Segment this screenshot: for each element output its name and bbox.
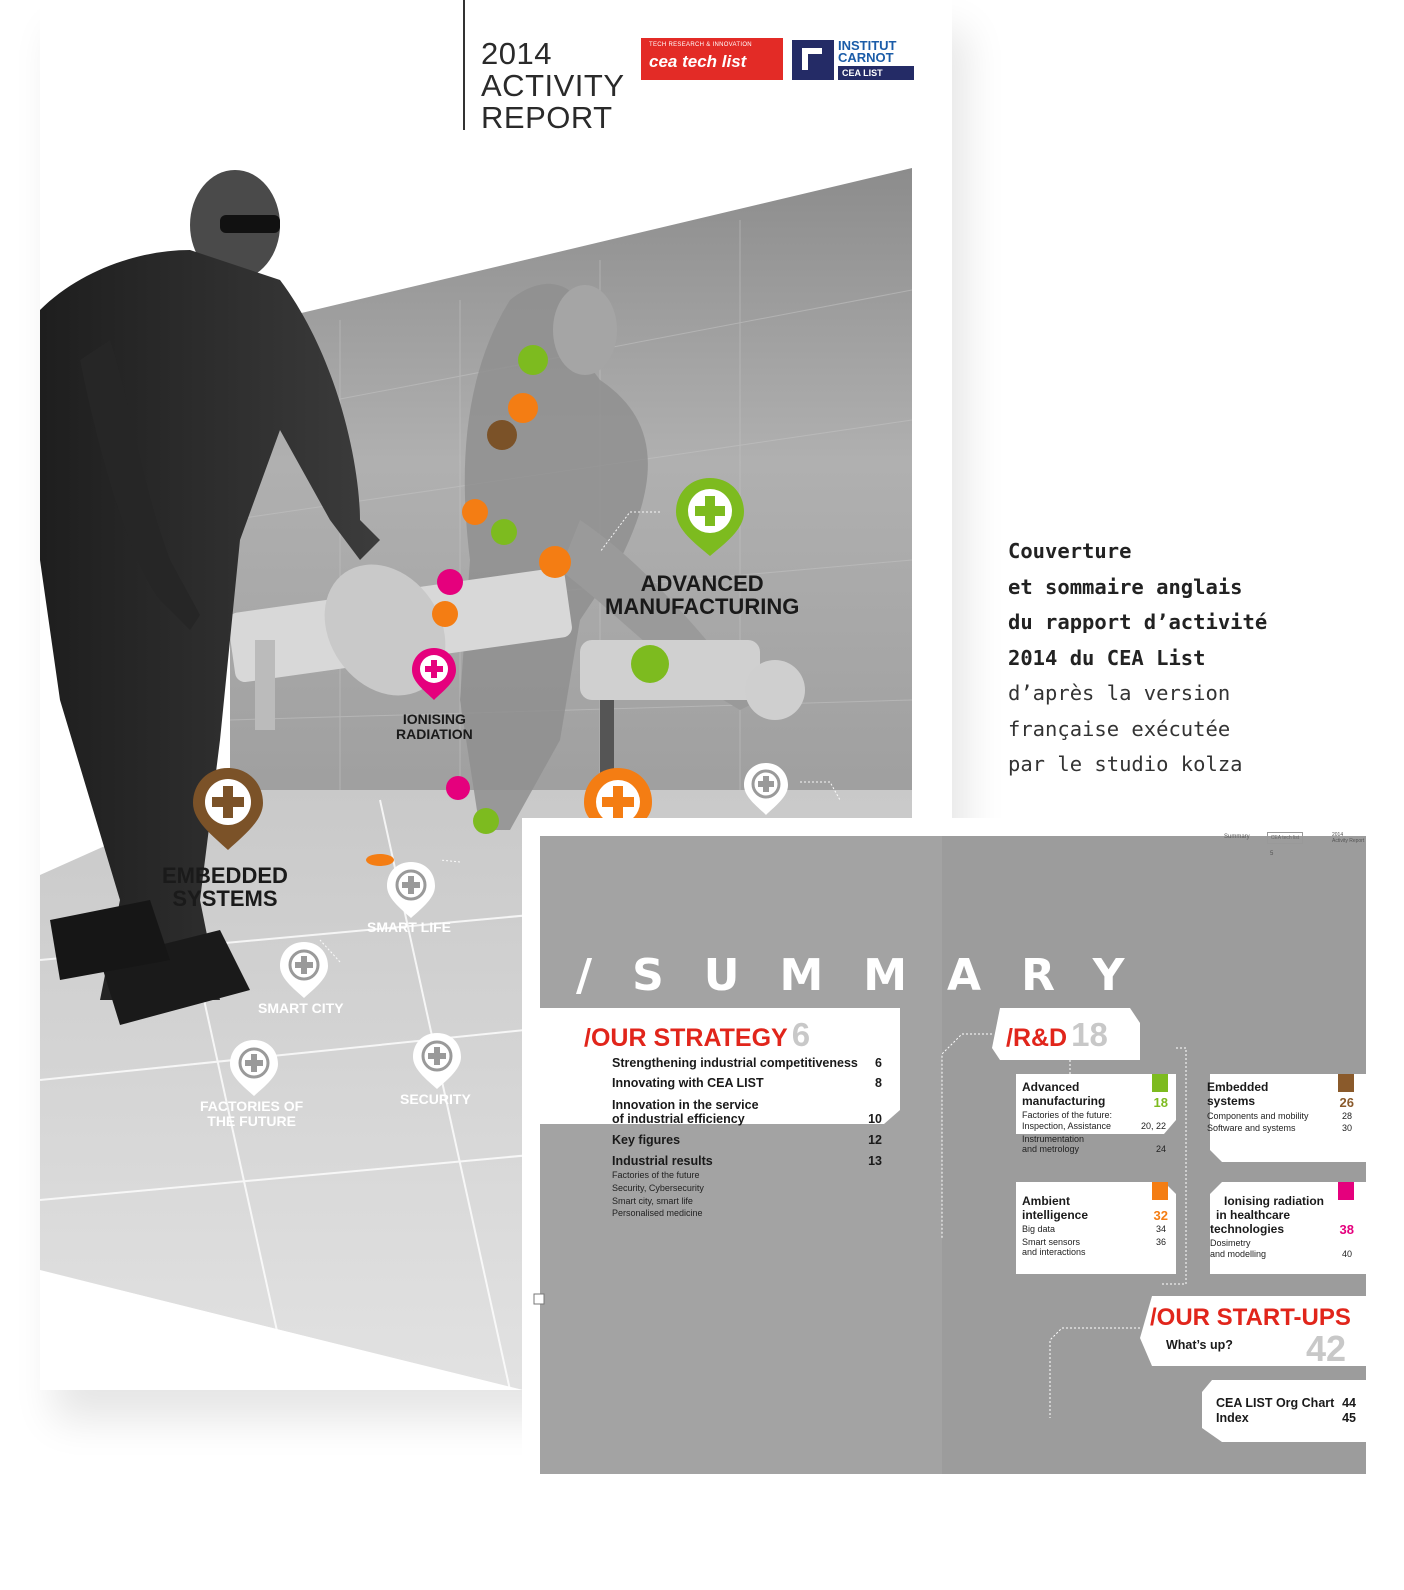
box-sub-item: Big data bbox=[1022, 1224, 1056, 1234]
box-sub-item: Dosimetry bbox=[1210, 1238, 1251, 1248]
box-sub-item: Smart sensors bbox=[1022, 1237, 1081, 1247]
label-embedded: EMBEDDED bbox=[162, 863, 288, 888]
summary-header-logo: CEA tech list bbox=[1267, 832, 1303, 844]
summary-header-year: 2014 bbox=[1332, 832, 1344, 838]
caption-line-2: et sommaire anglais bbox=[1008, 574, 1243, 599]
box-sub-page: 36 bbox=[1155, 1237, 1166, 1247]
strategy-item[interactable]: Innovation in the service bbox=[612, 1098, 759, 1112]
rd-box-embedded-systems-title[interactable] bbox=[1207, 1080, 1268, 1108]
box-sub-item: Inspection, Assistance bbox=[1022, 1121, 1112, 1131]
caption-line-1: Couverture bbox=[1008, 539, 1132, 563]
advanced-manufacturing-color-chip bbox=[1152, 1074, 1168, 1092]
strategy-item-page: 13 bbox=[868, 1154, 882, 1168]
box-sub-page: 24 bbox=[1155, 1144, 1166, 1154]
box-title-line: systems bbox=[1207, 1094, 1256, 1108]
summary-header-report bbox=[1332, 832, 1364, 844]
strategy-item-page: 12 bbox=[868, 1133, 882, 1147]
rd-title: /R&D bbox=[1006, 1024, 1068, 1052]
label-factories-of: FACTORIES OF bbox=[200, 1098, 304, 1114]
strategy-item-page: 8 bbox=[875, 1076, 882, 1090]
box-sub-page: 30 bbox=[1341, 1123, 1352, 1133]
strategy-item[interactable]: of industrial efficiency bbox=[612, 1112, 745, 1126]
box-sub-page: 20, 22 bbox=[1140, 1121, 1166, 1131]
box-sub-item: and interactions bbox=[1022, 1247, 1086, 1257]
rd-box-ambient-intelligence-page: 32 bbox=[1153, 1208, 1168, 1223]
cover-title-year: 2014 bbox=[481, 36, 552, 71]
rd-page-number: 18 bbox=[1071, 1016, 1108, 1053]
label-smart-city: SMART CITY bbox=[258, 1000, 344, 1016]
label-embedded-systems bbox=[162, 864, 288, 910]
strategy-item-page: 6 bbox=[875, 1056, 882, 1070]
box-title-line: Ambient bbox=[1022, 1194, 1070, 1208]
label-security: SECURITY bbox=[400, 1091, 471, 1107]
label-ionising: IONISING bbox=[402, 711, 466, 727]
strategy-item[interactable]: Strengthening industrial competitiveness bbox=[612, 1056, 858, 1070]
label-systems: SYSTEMS bbox=[172, 886, 278, 912]
rd-box-ambient-intelligence-title[interactable] bbox=[1022, 1194, 1088, 1222]
index-item[interactable]: Index bbox=[1216, 1411, 1249, 1425]
label-the-future: THE FUTURE bbox=[207, 1112, 296, 1129]
label-manufacturing: MANUFACTURING bbox=[605, 594, 800, 620]
box-sub-item: Factories of the future: bbox=[1022, 1110, 1113, 1120]
caption-line-6: française exécutée bbox=[1008, 716, 1231, 741]
strategy-title: /OUR STRATEGY bbox=[584, 1024, 788, 1052]
cover-title-activity: ACTIVITY bbox=[481, 68, 625, 103]
embedded-systems-color-chip bbox=[1338, 1074, 1354, 1092]
org-chart-item[interactable]: CEA LIST Org Chart bbox=[1216, 1396, 1335, 1410]
rd-box-ionising-radiation-page: 38 bbox=[1339, 1222, 1354, 1237]
rd-heading bbox=[1006, 1016, 1108, 1054]
rd-box-advanced-manufacturing-page: 18 bbox=[1153, 1095, 1168, 1110]
strategy-item-page: 10 bbox=[868, 1112, 882, 1126]
cover-title-report: REPORT bbox=[481, 100, 613, 135]
label-factories-of-the-future bbox=[200, 1099, 303, 1128]
rd-box-advanced-manufacturing-title[interactable] bbox=[1022, 1080, 1105, 1108]
box-sub-item: and metrology bbox=[1022, 1144, 1080, 1154]
box-title-line: technologies bbox=[1210, 1222, 1285, 1236]
description-caption bbox=[1008, 534, 1267, 783]
strategy-sub-item: Personalised medicine bbox=[612, 1208, 703, 1218]
strategy-item[interactable]: Key figures bbox=[612, 1133, 681, 1147]
startups-title[interactable]: /OUR START-UPS bbox=[1150, 1304, 1351, 1331]
box-title-line: in healthcare bbox=[1216, 1208, 1291, 1222]
carnot-line-institut: INSTITUT bbox=[838, 38, 897, 53]
startups-subtitle: What’s up? bbox=[1166, 1338, 1233, 1352]
summary-header-report-label: Activity Report bbox=[1332, 838, 1365, 844]
box-title-line: Ionising radiation bbox=[1224, 1194, 1325, 1208]
caption-line-7: par le studio kolza bbox=[1008, 752, 1243, 776]
ceatech-tagline: TECH RESEARCH & INNOVATION bbox=[649, 42, 752, 48]
label-advanced: ADVANCED bbox=[640, 571, 764, 596]
strategy-heading bbox=[584, 1016, 810, 1054]
label-advanced-manufacturing bbox=[605, 572, 799, 618]
ceatech-wordmark: cea tech list bbox=[649, 52, 747, 71]
caption-line-4: 2014 du CEA List bbox=[1008, 645, 1206, 670]
label-smart-life: SMART LIFE bbox=[367, 919, 451, 935]
rd-box-embedded-systems-page: 26 bbox=[1339, 1095, 1354, 1110]
ionising-radiation-color-chip bbox=[1338, 1182, 1354, 1200]
carnot-line-cealist: CEA LIST bbox=[838, 66, 914, 80]
strategy-sub-item: Smart city, smart life bbox=[612, 1196, 693, 1206]
strategy-page-number: 6 bbox=[791, 1016, 811, 1053]
box-sub-page: 34 bbox=[1155, 1224, 1166, 1234]
summary-spread bbox=[522, 818, 1366, 1474]
box-title-line: intelligence bbox=[1022, 1208, 1089, 1222]
box-sub-item: Software and systems bbox=[1207, 1123, 1296, 1133]
strategy-sub-item: Factories of the future bbox=[612, 1170, 700, 1180]
box-title-line: Embedded bbox=[1207, 1080, 1269, 1094]
summary-title: /SUMMARY bbox=[576, 950, 1165, 1001]
summary-header-label: Summary bbox=[1224, 834, 1250, 840]
caption-line-5: d’après la version bbox=[1008, 681, 1231, 705]
box-title-line: Advanced bbox=[1022, 1080, 1080, 1094]
strategy-item[interactable]: Innovating with CEA LIST bbox=[612, 1076, 764, 1090]
box-sub-item: Components and mobility bbox=[1207, 1111, 1309, 1121]
startups-page-number: 42 bbox=[1306, 1328, 1347, 1369]
box-sub-page: 28 bbox=[1341, 1111, 1352, 1121]
box-sub-item: and modelling bbox=[1210, 1249, 1267, 1259]
box-title-line: manufacturing bbox=[1022, 1094, 1106, 1108]
strategy-item[interactable]: Industrial results bbox=[612, 1154, 713, 1168]
ambient-intelligence-color-chip bbox=[1152, 1182, 1168, 1200]
summary-header-page-number: 5 bbox=[1270, 851, 1274, 857]
org-chart-page: 44 bbox=[1342, 1396, 1356, 1410]
label-radiation: RADIATION bbox=[396, 725, 473, 742]
label-ionising-radiation bbox=[396, 712, 473, 741]
strategy-sub-item: Security, Cybersecurity bbox=[612, 1183, 704, 1193]
carnot-line-carnot: CARNOT bbox=[838, 50, 894, 65]
box-sub-item: Instrumentation bbox=[1022, 1134, 1085, 1144]
index-page: 45 bbox=[1342, 1411, 1356, 1425]
box-sub-page: 40 bbox=[1341, 1249, 1352, 1259]
caption-line-3: du rapport d’activité bbox=[1008, 610, 1268, 634]
rd-box-ionising-radiation-title[interactable] bbox=[1210, 1194, 1324, 1236]
